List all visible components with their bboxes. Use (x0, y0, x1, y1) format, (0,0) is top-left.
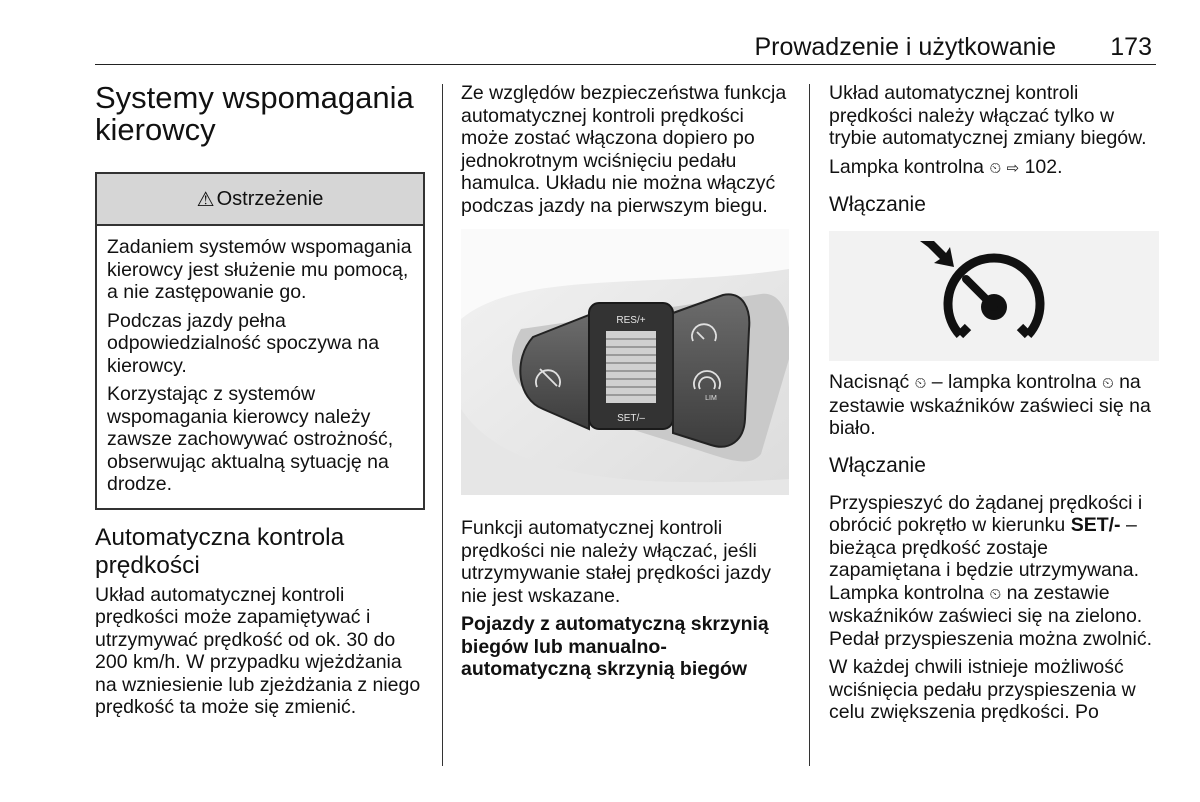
lamp-text: Lampka kontrolna (829, 155, 985, 178)
body-paragraph: Ze względów bezpieczeństwa funkcja automatycznej kontroli prędkości może zostać włączona dopiero po jednokrotnym wciśnięciu pedału hamulca. Układu nie można włączyć podczas jazdy na pierwszym biegu. (461, 82, 787, 217)
section-heading: Systemy wspomagania kierowcy (95, 80, 414, 147)
cruise-control-icon: ⏲ (1101, 374, 1114, 392)
body-paragraph (829, 371, 1159, 440)
warning-paragraph: Korzystając z systemów wspomagania kierowcy należy zawsze zachowywać ostrożność, obserwując aktualną sytuację na drodze. (107, 383, 394, 495)
warning-box (95, 172, 425, 510)
lim-label: LIM (705, 395, 717, 402)
body-paragraph: W każdej chwili istnieje możliwość wciśnięcia pedału przyspieszenia w celu zwiększenia prędkości. Po (829, 656, 1136, 723)
subsection-heading: Automatyczna kontrola prędkości (95, 523, 345, 579)
page-number: 173 (1110, 33, 1152, 61)
press-text: na zestawie wskaźników zaświeci się na biało. (829, 371, 1151, 439)
body-paragraph: Układ automatycznej kontroli prędkości może zapamiętywać i utrzymywać prędkość od ok. 30 do 200 km/h. W przypadku wjeżdżania na wzniesienie lub zjeżdżania z niego prędkość ta może się zmienić. (95, 583, 421, 718)
column-3 (829, 82, 1159, 730)
subsection-heading: Włączanie (829, 453, 926, 477)
set-minus-label: SET/– (617, 413, 645, 424)
warning-title: Ostrzeżenie (216, 187, 324, 210)
res-plus-label: RES/+ (616, 315, 646, 326)
column-1 (95, 72, 425, 725)
cruise-control-icon: ⏲ (914, 374, 927, 392)
bold-paragraph: Pojazdy z automatyczną skrzynią biegów lub manualno-automatyczną skrzynią biegów (461, 613, 769, 680)
page-header (95, 30, 1156, 65)
press-text: – lampka kontrolna (931, 371, 1097, 393)
cruise-control-icon: ⏲ (989, 584, 1002, 603)
column-2 (461, 82, 791, 687)
cruise-control-icon: ⏲ (989, 158, 1002, 177)
column-divider (442, 84, 443, 766)
accelerate-text: Przyspieszyć do żądanej prędkości i obrócić pokrętło w kierunku (829, 491, 1143, 536)
warning-triangle-icon: ⚠ (196, 188, 215, 211)
column-divider (809, 84, 810, 766)
body-paragraph (829, 492, 1159, 651)
subsection-heading: Włączanie (829, 193, 926, 216)
warning-header (97, 174, 423, 226)
set-label: SET/- (1070, 514, 1121, 536)
warning-paragraph: Zadaniem systemów wspomagania kierowcy jest służenie mu pomocą, a nie zastępowanie go. (107, 236, 412, 303)
warning-body (97, 226, 423, 508)
steering-wheel-controls-image (461, 229, 789, 495)
press-text: Nacisnąć (829, 371, 910, 393)
accelerate-text: na zestawie wskaźników zaświeci się na zielono. Pedał przyspieszenia można zwolnić. (829, 581, 1152, 650)
cruise-control-symbol-image (829, 231, 1159, 361)
body-paragraph: Funkcji automatycznej kontroli prędkości nie należy włączać, jeśli utrzymywanie stałej prędkości jazdy nie jest wskazane. (461, 517, 771, 607)
reference-arrow-icon: ⇨ (1006, 158, 1020, 177)
warning-paragraph: Podczas jazdy pełna odpowiedzialność spoczywa na kierowcy. (107, 309, 380, 377)
page-reference: 102. (1024, 155, 1063, 178)
lamp-reference (829, 156, 1159, 180)
header-title: Prowadzenie i użytkowanie (754, 33, 1056, 61)
body-paragraph: Układ automatycznej kontroli prędkości należy włączać tylko w trybie automatycznej zmiany biegów. (829, 82, 1147, 149)
accelerate-text: – bieżąca prędkość zostaje zapamiętana i będzie utrzymywana. Lampka kontrolna (829, 514, 1139, 604)
